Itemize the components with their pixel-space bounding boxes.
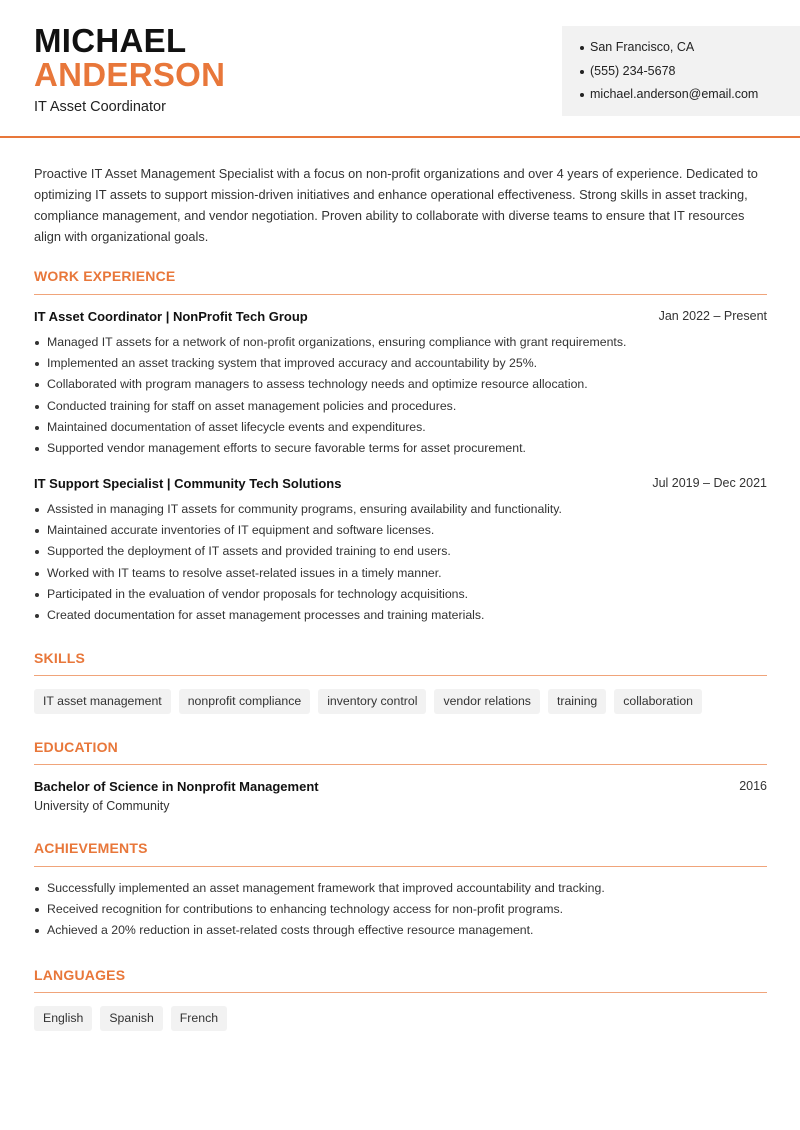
list-item: Assisted in managing IT assets for community programs, ensuring availability and functionality. xyxy=(34,499,767,520)
skills-list xyxy=(34,689,767,714)
list-item: Created documentation for asset management processes and training materials. xyxy=(34,605,767,626)
last-name: ANDERSON xyxy=(34,56,226,93)
professional-summary: Proactive IT Asset Management Specialist with a focus on non-profit organizations and over 4 years of experience. Dedicated to optimizing IT assets to support mission-driven initiatives and enhance operational effectiveness. Strong skills in asset tracking, compliance management, and vendor negotiation. Proven ability to collaborate with diverse teams to ensure that IT resources align with organizational goals. xyxy=(34,166,758,244)
section-title-education: EDUCATION xyxy=(34,739,118,755)
education-school: University of Community xyxy=(34,799,170,813)
contact-box xyxy=(562,26,800,116)
first-name: MICHAEL xyxy=(34,22,187,59)
contact-location: San Francisco, CA xyxy=(580,36,800,60)
section-title-work-experience: WORK EXPERIENCE xyxy=(34,268,176,284)
language-chip: Spanish xyxy=(100,1006,162,1031)
section-divider xyxy=(34,294,767,295)
list-item: Supported vendor management efforts to secure favorable terms for asset procurement. xyxy=(34,438,767,459)
language-chip: English xyxy=(34,1006,92,1031)
job-bullets xyxy=(34,499,767,626)
list-item: Achieved a 20% reduction in asset-related costs through effective resource management. xyxy=(34,920,767,941)
job-header xyxy=(34,476,767,494)
skill-chip: IT asset management xyxy=(34,689,171,714)
contact-email[interactable]: michael.anderson@email.com xyxy=(580,83,800,107)
skill-chip: nonprofit compliance xyxy=(179,689,310,714)
section-divider xyxy=(34,675,767,676)
skill-chip: inventory control xyxy=(318,689,426,714)
job-role: IT Asset Coordinator | NonProfit Tech Group xyxy=(34,309,308,324)
section-divider xyxy=(34,866,767,867)
list-item: Managed IT assets for a network of non-profit organizations, ensuring compliance with grant requirements. xyxy=(34,332,767,353)
job-bullets xyxy=(34,332,767,459)
list-item: Supported the deployment of IT assets and provided training to end users. xyxy=(34,541,767,562)
skill-chip: vendor relations xyxy=(434,689,540,714)
job-dates: Jul 2019 – Dec 2021 xyxy=(652,476,767,490)
education-year: 2016 xyxy=(739,779,767,793)
section-divider xyxy=(34,764,767,765)
resume-header xyxy=(0,0,800,138)
achievement-bullets xyxy=(34,878,767,942)
languages-list xyxy=(34,1006,767,1031)
list-item: Successfully implemented an asset management framework that improved accountability and tracking. xyxy=(34,878,767,899)
list-item: Collaborated with program managers to assess technology needs and optimize resource allocation. xyxy=(34,374,767,395)
list-item: Participated in the evaluation of vendor proposals for technology acquisitions. xyxy=(34,584,767,605)
list-item: Maintained accurate inventories of IT equipment and software licenses. xyxy=(34,520,767,541)
job-dates: Jan 2022 – Present xyxy=(658,309,767,323)
list-item: Conducted training for staff on asset management policies and procedures. xyxy=(34,396,767,417)
job-role: IT Support Specialist | Community Tech Solutions xyxy=(34,476,342,491)
contact-phone: (555) 234-5678 xyxy=(580,60,800,84)
list-item: Received recognition for contributions to enhancing technology access for non-profit programs. xyxy=(34,899,767,920)
section-title-achievements: ACHIEVEMENTS xyxy=(34,840,148,856)
job-header xyxy=(34,309,767,327)
list-item: Maintained documentation of asset lifecycle events and expenditures. xyxy=(34,417,767,438)
skill-chip: training xyxy=(548,689,606,714)
section-title-skills: SKILLS xyxy=(34,650,85,666)
section-title-languages: LANGUAGES xyxy=(34,967,126,983)
job-title: IT Asset Coordinator xyxy=(34,99,166,115)
list-item: Implemented an asset tracking system that improved accuracy and accountability by 25%. xyxy=(34,353,767,374)
education-degree: Bachelor of Science in Nonprofit Management xyxy=(34,779,319,794)
section-divider xyxy=(34,992,767,993)
list-item: Worked with IT teams to resolve asset-related issues in a timely manner. xyxy=(34,563,767,584)
skill-chip: collaboration xyxy=(614,689,702,714)
language-chip: French xyxy=(171,1006,227,1031)
